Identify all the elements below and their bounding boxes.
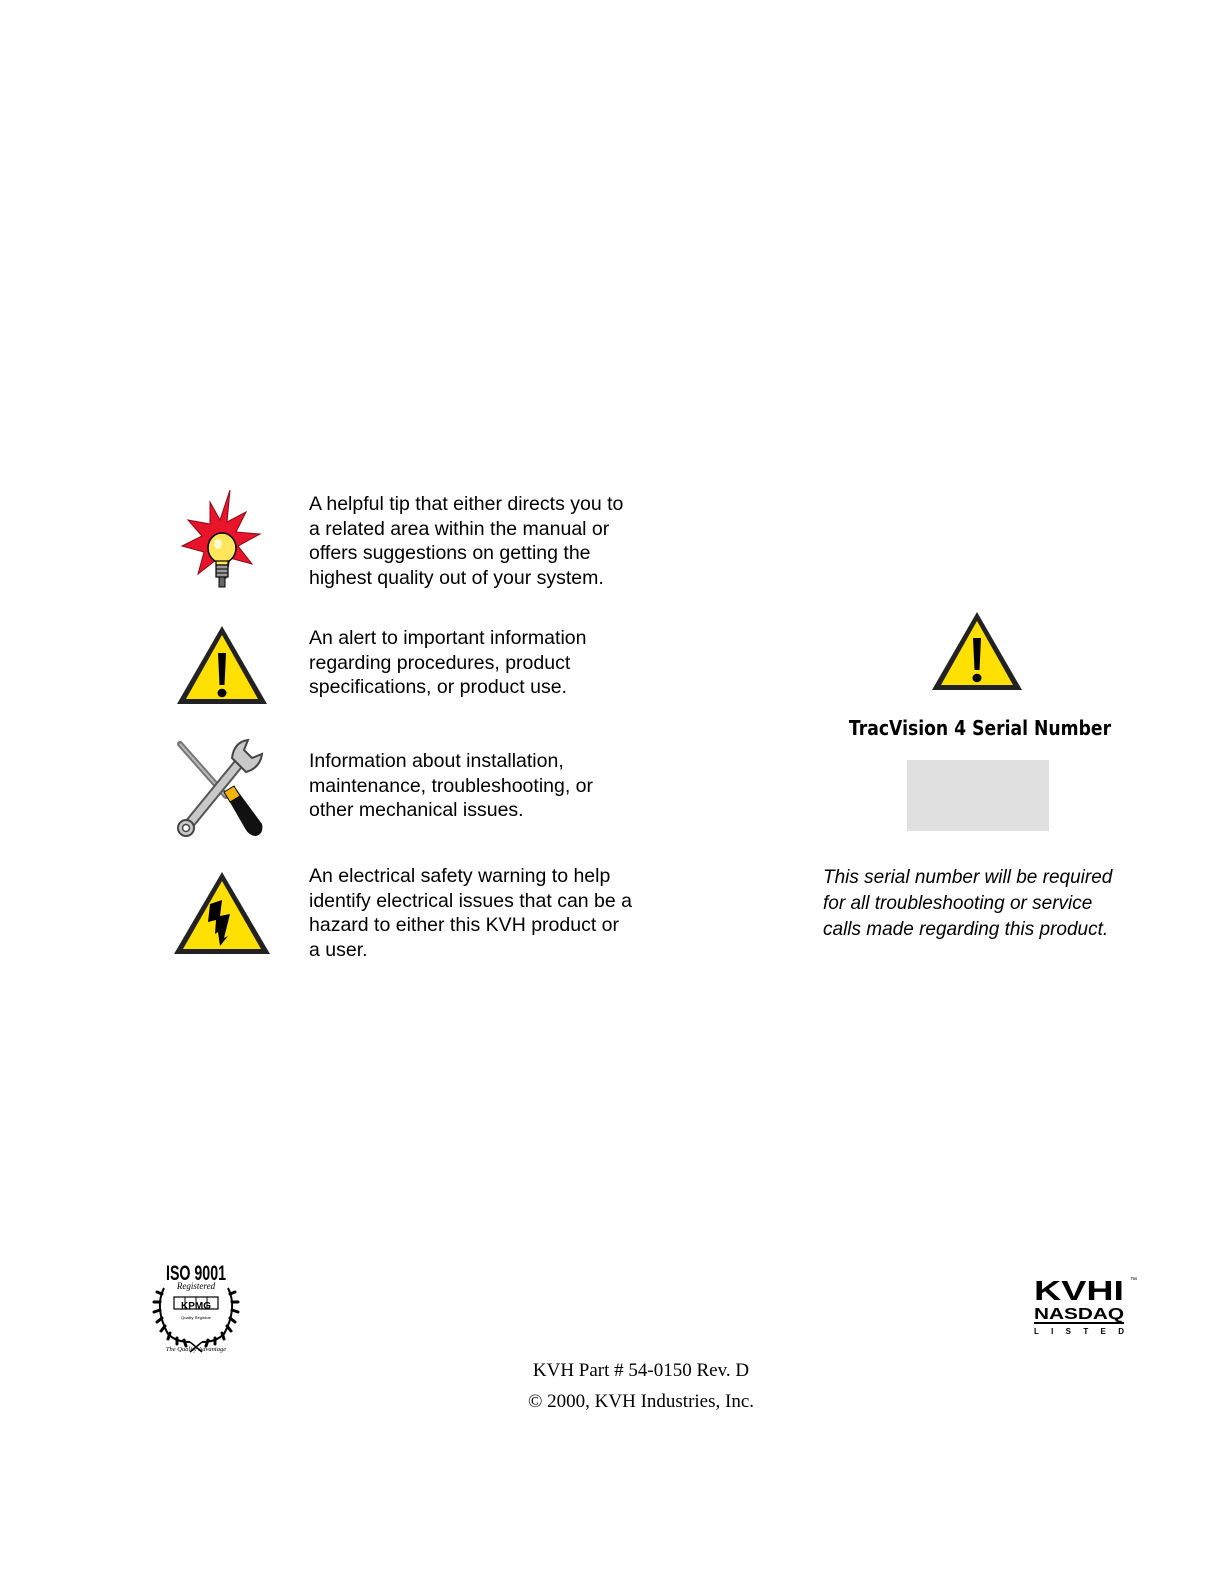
serial-number-note: This serial number will be required for all troubleshooting or service calls made regarding this product. xyxy=(823,867,1113,940)
caution-triangle-icon xyxy=(930,610,1024,697)
caution-triangle-icon xyxy=(174,623,270,712)
tip-lightbulb-icon xyxy=(180,488,262,597)
svg-text:Quality Registrar: Quality Registrar xyxy=(181,1315,211,1320)
iso-9001-logo xyxy=(150,1258,242,1361)
footer xyxy=(0,1355,1224,1417)
svg-text:Registered: Registered xyxy=(176,1281,216,1291)
svg-text:NASDAQ: NASDAQ xyxy=(1034,1306,1124,1323)
part-number: KVH Part # 54-0150 Rev. D xyxy=(532,1360,750,1381)
tools-wrench-screwdriver-icon xyxy=(172,736,268,847)
svg-text:KVHI: KVHI xyxy=(1034,1275,1124,1306)
kvhi-nasdaq-logo xyxy=(1030,1272,1142,1343)
svg-text:The Quality Advantage: The Quality Advantage xyxy=(165,1346,227,1353)
electrical-hazard-icon xyxy=(172,870,272,961)
serial-number-box xyxy=(907,760,1049,831)
legend-tip-text: A helpful tip that either directs you to a related area within the manual or offers suggestions on getting the highest quality out of your system. xyxy=(309,493,624,589)
legend-electrical-text: An electrical safety warning to help identify electrical issues that can be a hazard to either this KVH product or a user. xyxy=(309,865,633,961)
svg-text:ISO 9001: ISO 9001 xyxy=(166,1262,227,1285)
svg-text:L I S T E D: L I S T E D xyxy=(1034,1327,1124,1336)
svg-text:KPMG: KPMG xyxy=(181,1301,211,1312)
legend-tools-text: Information about installation, maintenance, troubleshooting, or other mechanical issues. xyxy=(309,750,594,821)
serial-number-title: TracVision 4 Serial Number xyxy=(848,716,1112,740)
svg-text:™: ™ xyxy=(1130,1277,1137,1284)
legend-caution-text: An alert to important information regarding procedures, product specifications, or product use. xyxy=(309,627,587,698)
copyright: © 2000, KVH Industries, Inc. xyxy=(527,1391,755,1412)
